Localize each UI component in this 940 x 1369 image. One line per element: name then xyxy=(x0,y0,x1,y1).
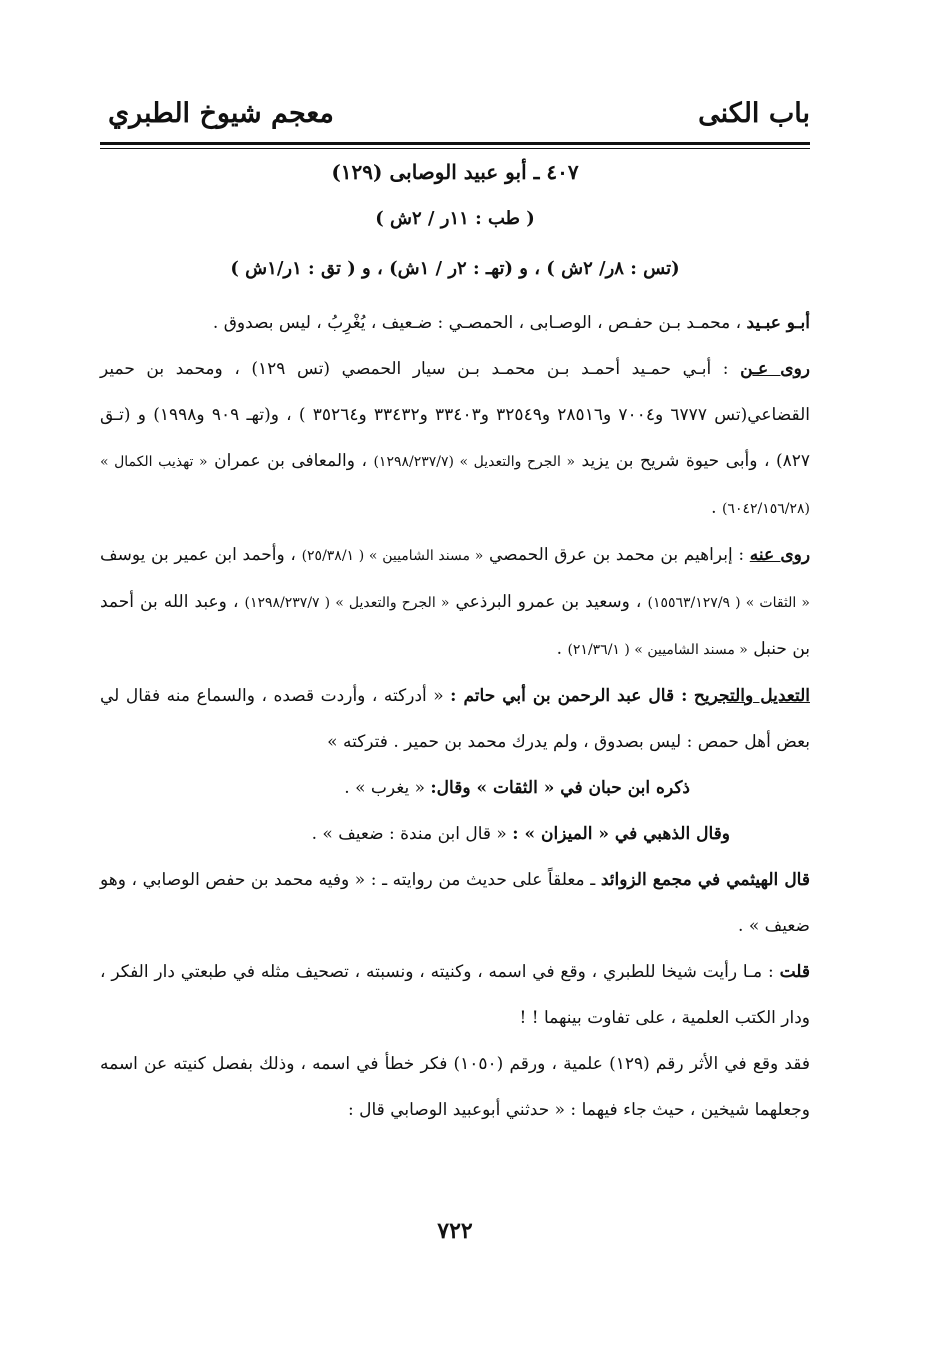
kunya-name: أبـو عبـيد xyxy=(746,313,810,333)
source-reference: « مسند الشاميين » ( ٢٥/٣٨/١) xyxy=(301,548,484,564)
document-page xyxy=(100,90,810,1290)
final-paragraph xyxy=(100,1041,810,1133)
ibn-hibban-paragraph xyxy=(100,765,810,811)
header-rule-thin xyxy=(100,148,810,149)
ibn-hibban-quote: « يغرب » . xyxy=(344,778,425,798)
narrated-from-text: : أبـي حمـيد أحمـد بـن محمـد بـن سيار الحمصي (تس ١٢٩) ، ومحمد بن حمير القضاعي(تس ٦٧٧٧ و٧٠٠٤ و٢٨٥١٦ و٣٢٥٤٩ و٣٣٤٠٣ و٣٣٤٣٢ و٣٥٢٦٤ ) ، و(تهـ ٩٠٩ و١٩٩٨) و (تـق ٨٢٧) ، وأبى حيوة شريح بن يزيد xyxy=(100,359,811,471)
entry-body xyxy=(100,300,810,1133)
narrated-by-text: : إبراهيم بن محمد بن عرق الحمصي xyxy=(488,545,745,565)
book-title: معجم شيوخ الطبري xyxy=(108,98,334,129)
intro-paragraph xyxy=(100,300,810,346)
narrated-by-paragraph xyxy=(100,532,810,673)
header-rule-thick xyxy=(100,142,810,145)
page-number: ٧٢٢ xyxy=(437,1218,473,1244)
jarh-paragraph xyxy=(100,673,810,765)
running-header xyxy=(100,90,810,140)
qultu-label: قلت xyxy=(779,962,811,982)
source-reference: « الثقات » ( ١٥٥٦٣/١٢٧/٩) xyxy=(647,595,810,611)
qultu-text: : مـا رأيت شيخا للطبري ، وقع في اسمه ، وكنيته ، ونسبته ، تصحيف مثله في طبعتي دار الفكر ، ودار الكتب العلمية ، على تفاوت بينهما ! ! xyxy=(100,962,810,1028)
ibn-hibban-lead: ذكره ابن حبان في « الثقات » وقال: xyxy=(430,778,690,798)
haythami-paragraph xyxy=(100,857,810,949)
qultu-paragraph xyxy=(100,949,810,1041)
section-title: باب الكنى xyxy=(698,98,810,129)
dhahabi-lead: وقال الذهبي في « الميزان » : xyxy=(512,824,730,844)
jarh-lead: : قال عبد الرحمن بن أبي حاتم : xyxy=(450,686,688,706)
entry-sigla-primary: ( طب : ١١ر / ٢ش ) xyxy=(375,208,535,229)
narrated-by-label: روى عنه xyxy=(749,545,811,565)
narrated-from-text: . xyxy=(711,498,717,518)
source-reference: « تهذيب الكمال » (٦٠٤٢/١٥٦/٢٨) xyxy=(100,454,810,517)
narrated-by-text: . xyxy=(556,639,563,659)
source-reference: « مسند الشاميين » ( ٢١/٣٦/١) xyxy=(567,642,748,658)
final-text: فقد وقع في الأثر رقم (١٢٩) علمية ، ورقم (١٠٥٠) فكر خطأ في اسمه ، وذلك بفصل كنيته عن اسمه وجعلهما شيخين ، حيث جاء فيهما : « حدثني أبوعبيد الوصابي قال : xyxy=(100,1054,810,1120)
narrated-from-paragraph xyxy=(100,346,810,532)
haythami-lead: قال الهيثمي في مجمع الزوائد xyxy=(600,870,810,890)
entry-title: ٤٠٧ ـ أبو عبيد الوصابى (١٢٩) xyxy=(331,160,579,184)
source-reference: « الجرح والتعديل » (١٢٩٨/٢٣٧/٧) xyxy=(373,454,576,470)
narrated-from-text: ، والمعافى بن عمران xyxy=(214,451,367,471)
jarh-label: التعديل والتجريح xyxy=(693,686,810,706)
source-reference: « الجرح والتعديل » ( ١٢٩٨/٢٣٧/٧) xyxy=(244,595,450,611)
narrated-by-text: ، وعبد الله بن أحمد بن حنبل xyxy=(100,592,810,659)
narrated-by-text: ، وسعيد بن عمرو البرذعي xyxy=(455,592,642,612)
entry-sigla-secondary: (تس : ٨ر/ ٢ش ) ، و (تهـ : ٢ر / ١ش) ، و ( تق : ١ر/١ش ) xyxy=(230,258,680,279)
narrated-from-label: روى عـن xyxy=(740,359,811,379)
intro-text: ، محمـد بـن حفـص ، الوصـابى ، الحمصـي : ضـعيف ، يُغْرِبُ ، ليس بصدوق . xyxy=(212,313,742,333)
jarh-quote: « أدركته ، وأردت قصده ، والسماع منه فقال لي بعض أهل حمص : ليس بصدوق ، ولم يدرك محمد بن حمير . فتركته » xyxy=(100,686,810,752)
dhahabi-paragraph xyxy=(100,811,810,857)
dhahabi-quote: « قال ابن مندة : ضعيف » . xyxy=(311,824,507,844)
haythami-quote: ـ معلقاً على حديث من روايته ـ : « وفيه محمد بن حفص الوصابي ، وهو ضعيف » . xyxy=(100,870,810,936)
narrated-by-text: ، وأحمد ابن عمير بن يوسف xyxy=(100,545,296,565)
